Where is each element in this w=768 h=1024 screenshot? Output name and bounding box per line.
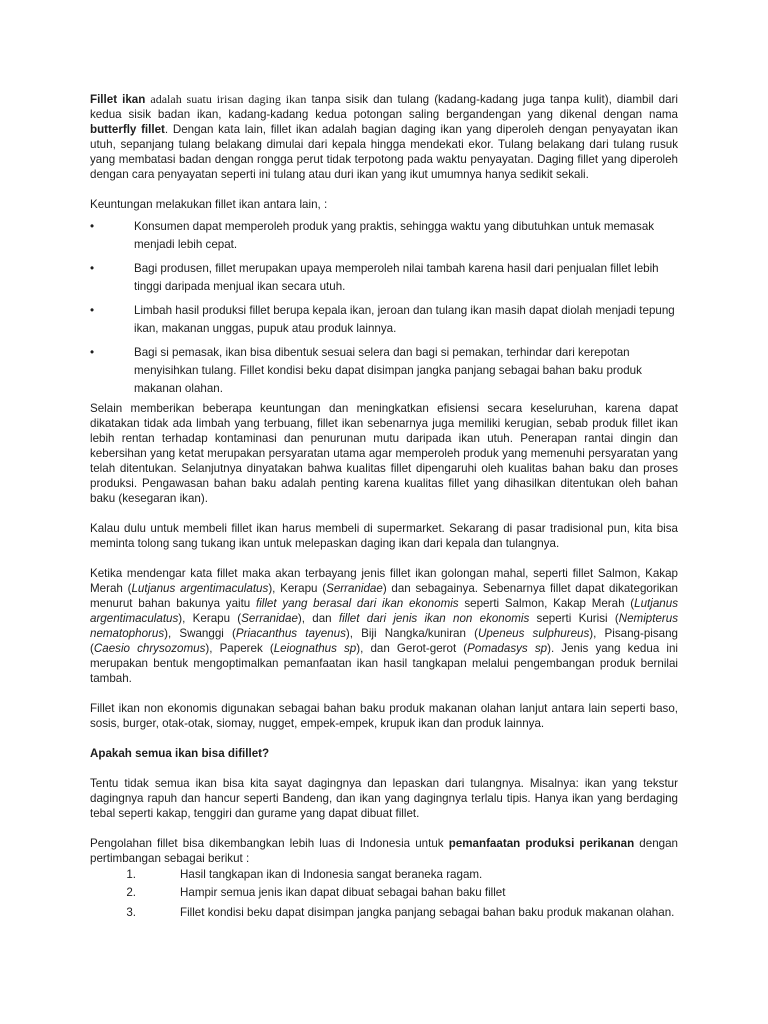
bullet-text: Bagi produsen, fillet merupakan upaya memperoleh nilai tambah karena hasil dari penjualan fillet lebih tinggi daripada menjual ikan secara utuh. bbox=[134, 262, 659, 293]
paragraph-non-economic: Fillet ikan non ekonomis digunakan sebagai bahan baku produk makanan olahan lanjut antara lain seperti baso, sosis, burger, otak-otak, siomay, nugget, empek-empek, krupuk ikan dan produk lainnya. bbox=[90, 702, 678, 730]
bullet-icon: • bbox=[90, 220, 95, 233]
item-text: Hampir semua jenis ikan dapat dibuat sebagai bahan baku fillet bbox=[180, 886, 506, 899]
text-span: dengan pertimbangan sebagai berikut : bbox=[90, 837, 678, 865]
species-name: Nemipterus nematophorus bbox=[90, 612, 678, 640]
text-span: ), Paperek ( bbox=[205, 642, 274, 655]
bullet-icon: • bbox=[90, 346, 95, 359]
species-name: Priacanthus tayenus bbox=[235, 627, 346, 640]
emphasis-text: pemanfaatan produksi perikanan bbox=[448, 837, 635, 850]
term-butterfly-fillet: butterfly fillet bbox=[90, 123, 165, 136]
text-span: ). Jenis yang kedua ini merupakan bentuk mengoptimalkan pemanfaatan ikan hasil tangkapan melalui pengembangan produk bernilai tambah. bbox=[90, 642, 678, 685]
section-heading bbox=[90, 746, 678, 761]
text-span: seperti Salmon, Kakap Merah ( bbox=[458, 597, 635, 610]
item-number: 3. bbox=[126, 906, 136, 919]
text-span: ), Pisang-pisang ( bbox=[90, 627, 678, 655]
text-span: ) dan sebagainya. Sebenarnya fillet dapat dikategorikan menurut bahan bakunya yaitu bbox=[90, 582, 678, 610]
definition-text-b: . Dengan kata lain, fillet ikan adalah bagian daging ikan yang diperoleh dengan penyayatan ikan utuh, sepanjang tulang belakang dimulai dari kepala hingga mendekati ekor. Tulang belakang dari tulang rusuk yang membatasi badan dengan rongga perut tidak terpotong pada waktu penyayatan. Daging fillet yang diperoleh dengan cara penyayatan seperti ini tulang atau duri ikan yang ikut umumnya hanya sedikit sekali. bbox=[90, 123, 678, 181]
bullet-item bbox=[90, 218, 678, 254]
paragraph-fillet-categories bbox=[90, 566, 678, 686]
paragraph-definition bbox=[90, 92, 678, 182]
bullet-icon: • bbox=[90, 304, 95, 317]
species-name: Lutjanus argentimaculatus bbox=[90, 597, 678, 625]
bullet-text: Bagi si pemasak, ikan bisa dibentuk sesuai selera dan bagi si pemakan, terhindar dari kerepotan menyisihkan tulang. Fillet kondisi beku dapat disimpan jangka panjang sebagai bahan baku produk makanan olahan. bbox=[134, 346, 642, 395]
item-number: 2. bbox=[126, 886, 136, 899]
text-span: ), Swanggi ( bbox=[164, 627, 236, 640]
bullet-item bbox=[90, 260, 678, 296]
advantages-intro: Keuntungan melakukan fillet ikan antara lain, : bbox=[90, 198, 328, 211]
bullet-text: Konsumen dapat memperoleh produk yang praktis, sehingga waktu yang dibutuhkan untuk memasak menjadi lebih cepat. bbox=[134, 220, 655, 251]
category-term: fillet yang berasal dari ikan ekonomis bbox=[255, 597, 459, 610]
text-span: Ketika mendengar kata fillet maka akan terbayang jenis fillet ikan golongan mahal, seperti fillet Salmon, Kakap Merah ( bbox=[90, 567, 678, 595]
item-number: 1. bbox=[126, 868, 136, 881]
numbered-item bbox=[90, 866, 678, 884]
species-name: Pomadasys sp bbox=[467, 642, 548, 655]
text-span: ), Biji Nangka/kuniran ( bbox=[345, 627, 478, 640]
bullet-text: Limbah hasil produksi fillet berupa kepala ikan, jeroan dan tulang ikan masih dapat diolah menjadi tepung ikan, makanan unggas, pupuk atau produk lainnya. bbox=[134, 304, 675, 335]
species-name: Serranidae bbox=[326, 582, 383, 595]
species-name: Caesio chrysozomus bbox=[93, 642, 206, 655]
bullet-item bbox=[90, 344, 678, 398]
term-fillet-ikan: Fillet ikan bbox=[90, 93, 146, 106]
text-span: ), Kerapu ( bbox=[268, 582, 327, 595]
paragraph-market: Kalau dulu untuk membeli fillet ikan harus membeli di supermarket. Sekarang di pasar tradisional pun, kita bisa meminta tolong sang tukang ikan untuk melepaskan daging ikan dari kepala dan tulangnya. bbox=[90, 522, 678, 550]
document-body bbox=[90, 92, 678, 920]
item-text: Fillet kondisi beku dapat disimpan jangka panjang sebagai bahan baku produk makanan olahan. bbox=[180, 906, 675, 919]
species-name: Lutjanus argentimaculatus bbox=[131, 582, 269, 595]
text-span: Pengolahan fillet bisa dikembangkan lebih luas di Indonesia untuk bbox=[90, 837, 449, 850]
item-text: Hasil tangkapan ikan di Indonesia sangat beraneka ragam. bbox=[180, 868, 483, 881]
species-name: Upeneus sulphureus bbox=[477, 627, 590, 640]
text-span: ), dan bbox=[297, 612, 339, 625]
category-term: fillet dari jenis ikan non ekonomis bbox=[338, 612, 530, 625]
definition-text-a: tanpa sisik dan tulang (kadang-kadang juga tanpa kulit), diambil dari kedua sisik badan ikan, kadang-kadang kedua potongan saling bergandengan yang dikenal dengan nama bbox=[90, 93, 678, 121]
species-name: Leiognathus sp bbox=[273, 642, 357, 655]
numbered-item bbox=[90, 905, 678, 920]
paragraph-development bbox=[90, 836, 678, 866]
paragraph-not-all-fish: Tentu tidak semua ikan bisa kita sayat dagingnya dan lepaskan dari tulangnya. Misalnya: ikan yang tekstur dagingnya rapuh dan hancur seperti Bandeng, dan ikan yang dagingnya terlalu tipis. Hanya ikan yang berdaging tebal seperti kakap, tenggiri dan gurame yang dapat dibuat fillet. bbox=[90, 777, 678, 820]
bullet-icon: • bbox=[90, 262, 95, 275]
bullet-item bbox=[90, 302, 678, 338]
paragraph-disadvantages: Selain memberikan beberapa keuntungan dan meningkatkan efisiensi secara keseluruhan, karena dapat dikatakan tidak ada limbah yang terbuang, fillet ikan sebenarnya juga memiliki kerugian, sebab produk fillet ikan lebih rentan terhadap kontaminasi dan penurunan mutu daripada ikan utuh. Penerapan rantai dingin dan kebersihan yang ketat merupakan persyaratan utama agar memperoleh produk yang memenuhi persyaratan yang telah ditentukan. Selanjutnya dinyatakan bahwa kualitas fillet dipengaruhi oleh kualitas bahan baku dan proses produksi. Pengawasan bahan baku adalah penting karena kualitas fillet yang dihasilkan ditentukan oleh bahan baku (kesegaran ikan). bbox=[90, 402, 678, 505]
species-name: Serranidae bbox=[241, 612, 298, 625]
numbered-item bbox=[90, 884, 678, 902]
text-span: ), dan Gerot-gerot ( bbox=[356, 642, 468, 655]
text-span: seperti Kurisi ( bbox=[529, 612, 619, 625]
definition-serif-text: adalah suatu irisan daging ikan bbox=[150, 92, 307, 106]
heading-text: Apakah semua ikan bisa difillet? bbox=[90, 747, 270, 760]
text-span: ), Kerapu ( bbox=[178, 612, 242, 625]
item-wrapper bbox=[90, 905, 674, 920]
